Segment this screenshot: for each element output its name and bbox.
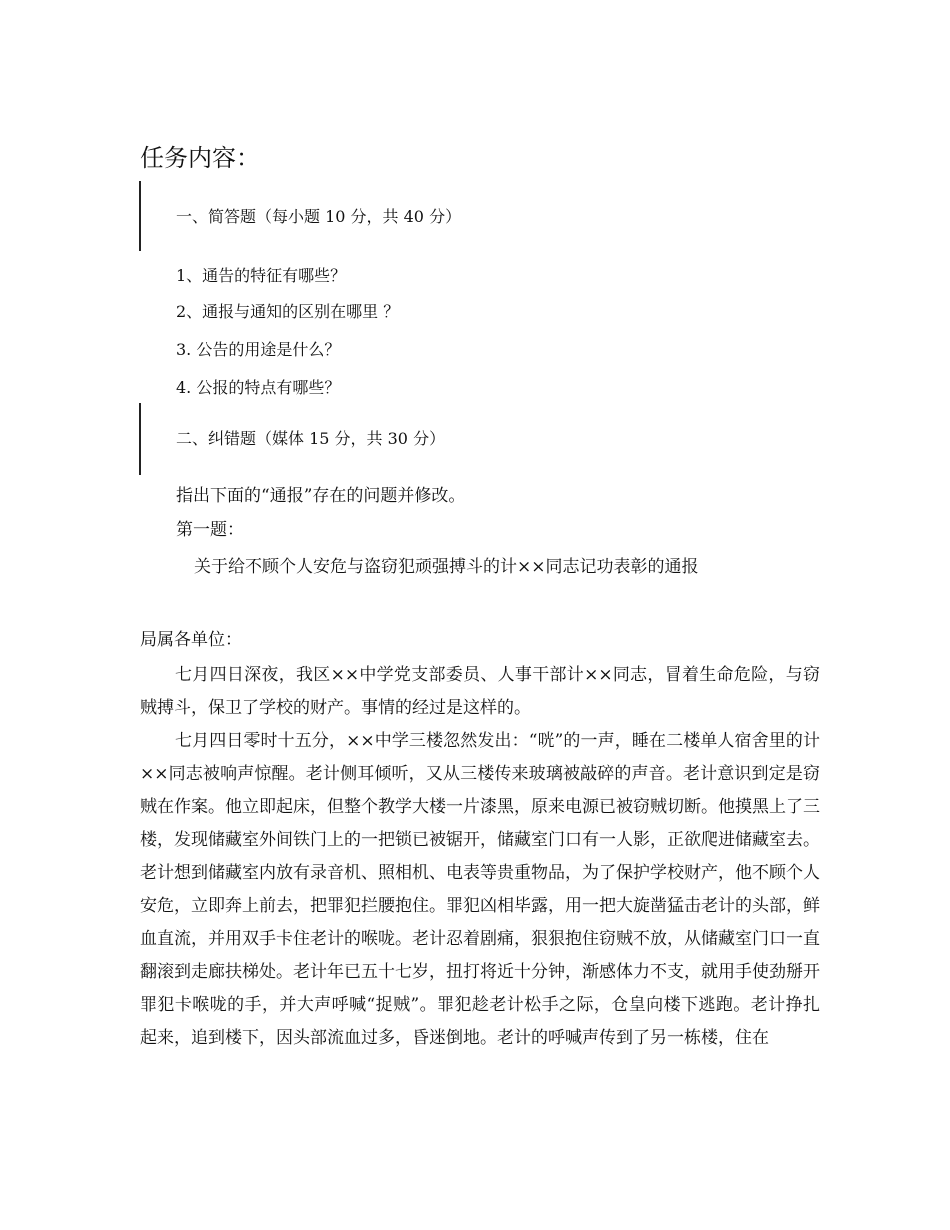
section-1-marker-bar (139, 181, 141, 251)
section-2-title: 二、纠错题（媒体 15 分，共 30 分） (176, 429, 446, 448)
notice-title: 关于给不顾个人安危与盗窃犯顽强搏斗的计××同志记功表彰的通报 (194, 557, 699, 577)
question-2: 2、通报与通知的区别在哪里 ？ (176, 302, 400, 321)
section-1-title: 一、简答题（每小题 10 分，共 40 分） (176, 207, 462, 226)
question-3: 3. 公告的用途是什么？ (176, 340, 341, 359)
first-question-label: 第一题： (176, 520, 244, 540)
notice-salutation: 局属各单位： (140, 630, 242, 650)
page-heading: 任务内容： (140, 144, 260, 172)
question-1: 1、通告的特征有哪些？ (176, 266, 347, 285)
correction-instruction: 指出下面的“通报”存在的问题并修改。 (176, 486, 466, 506)
section-2-marker-bar (139, 403, 141, 475)
question-4: 4. 公报的特点有哪些？ (176, 378, 341, 397)
notice-paragraph-2: 七月四日零时十五分，××中学三楼忽然发出：“咣”的一声，睡在二楼单人宿舍里的计××同志被响声惊醒。老计侧耳倾听，又从三楼传来玻璃被敲碎的声音。老计意识到定是窃贼在作案。他立即起床，但整个教学大楼一片漆黑，原来电源已被窃贼切断。他摸黑上了三楼，发现储藏室外间铁门上的一把锁已被锯开，储藏室门口有一人影，正欲爬进储藏室去。老计想到储藏室内放有录音机、照相机、电表等贵重物品，为了保护学校财产，他不顾个人安危，立即奔上前去，把罪犯拦腰抱住。罪犯凶相毕露，用一把大旋凿猛击老计的头部，鲜血直流，并用双手卡住老计的喉咙。老计忍着剧痛，狠狠抱住窃贼不放，从储藏室门口一直翻滚到走廊扶梯处。老计年已五十七岁，扭打将近十分钟，渐感体力不支，就用手使劲掰开罪犯卡喉咙的手，并大声呼喊“捉贼”。罪犯趁老计松手之际，仓皇向楼下逃跑。老计挣扎起来，追到楼下，因头部流血过多，昏迷倒地。老计的呼喊声传到了另一栋楼，住在 (140, 731, 820, 1048)
notice-paragraph-1: 七月四日深夜，我区××中学党支部委员、人事干部计××同志，冒着生命危险，与窃贼搏斗，保卫了学校的财产。事情的经过是这样的。 (140, 665, 820, 718)
